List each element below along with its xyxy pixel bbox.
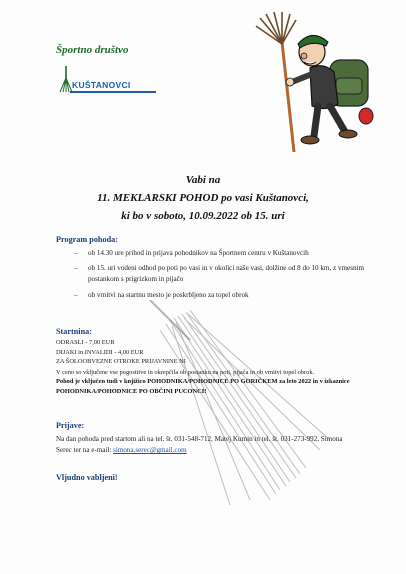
club-logo [58,66,158,94]
program-list [74,248,364,305]
hiker-with-broom-cartoon [252,12,382,162]
closing-line: Vljudno vabljeni! [56,473,118,482]
email-link[interactable]: simona.serec@gmail.com [113,446,187,455]
list-item [74,248,364,259]
logo-text: KUŠTANOVCI [72,80,131,90]
price-adults: ODRASLI - 7,00 EUR [56,339,115,346]
dash-bullet-icon: – [74,290,78,299]
registration-contact-text: Na dan pohoda pred startom ali na tel. št. 031-548-712, Matej Kumin in tel. št. 031-273-992, Simona Serec ter na e-mail: [56,435,343,455]
price-students: DIJAKI in INVALIDI - 4,00 EUR [56,348,144,356]
dash-bullet-icon: – [74,264,78,273]
list-item [74,263,364,285]
price-note: V ceno so vključene vse pogostitve in okrepčila ob postanku na poti, pijača in ob vrnitvi topel obrok. [56,368,315,376]
booklet-note: Pohod je vključen tudi v knjižico POHODNIKA/POHODNICE PO GORIČKEM za leto 2022 in v izkaznice POHODNIKA/POHODNICE PO OBČINI PUCONCI! [56,378,350,395]
startnina-section [56,326,356,397]
program-item-text: ob 14.30 ure prihod in prijava pohodnikov na Športnem centru v Kuštanovcih [88,249,309,257]
invitation-line-1: Vabi na [185,174,221,186]
dash-bullet-icon: – [74,249,78,257]
program-item-text: ob 15. uri vodeni odhod po poti po vasi in v okolici naše vasi, dolžine od 8 do 10 km, z vmesnim postankom s prigrizkom in pijačo [88,264,364,284]
organization-name: Športno društvo [56,44,129,56]
invitation-line-2: 11. MEKLARSKI POHOD po vasi Kuštanovci, [97,192,309,204]
startnina-heading: Startnina: [56,327,92,336]
invitation-line-3: ki bo v soboto, 10.09.2022 ob 15. uri [121,210,285,222]
program-item-text: ob vrnitvi na startnu mesto je poskrbljeno za topel obrok [88,290,249,299]
registration-text [56,434,356,457]
program-heading: Program pohoda: [56,235,118,244]
registration-section [56,420,356,457]
registration-heading: Prijave: [56,421,85,430]
logo-underline [70,91,156,93]
price-children: ZA ŠOLOOBVEZNE OTROKE PRIJAVNINE NI [56,358,186,366]
list-item [74,290,364,301]
